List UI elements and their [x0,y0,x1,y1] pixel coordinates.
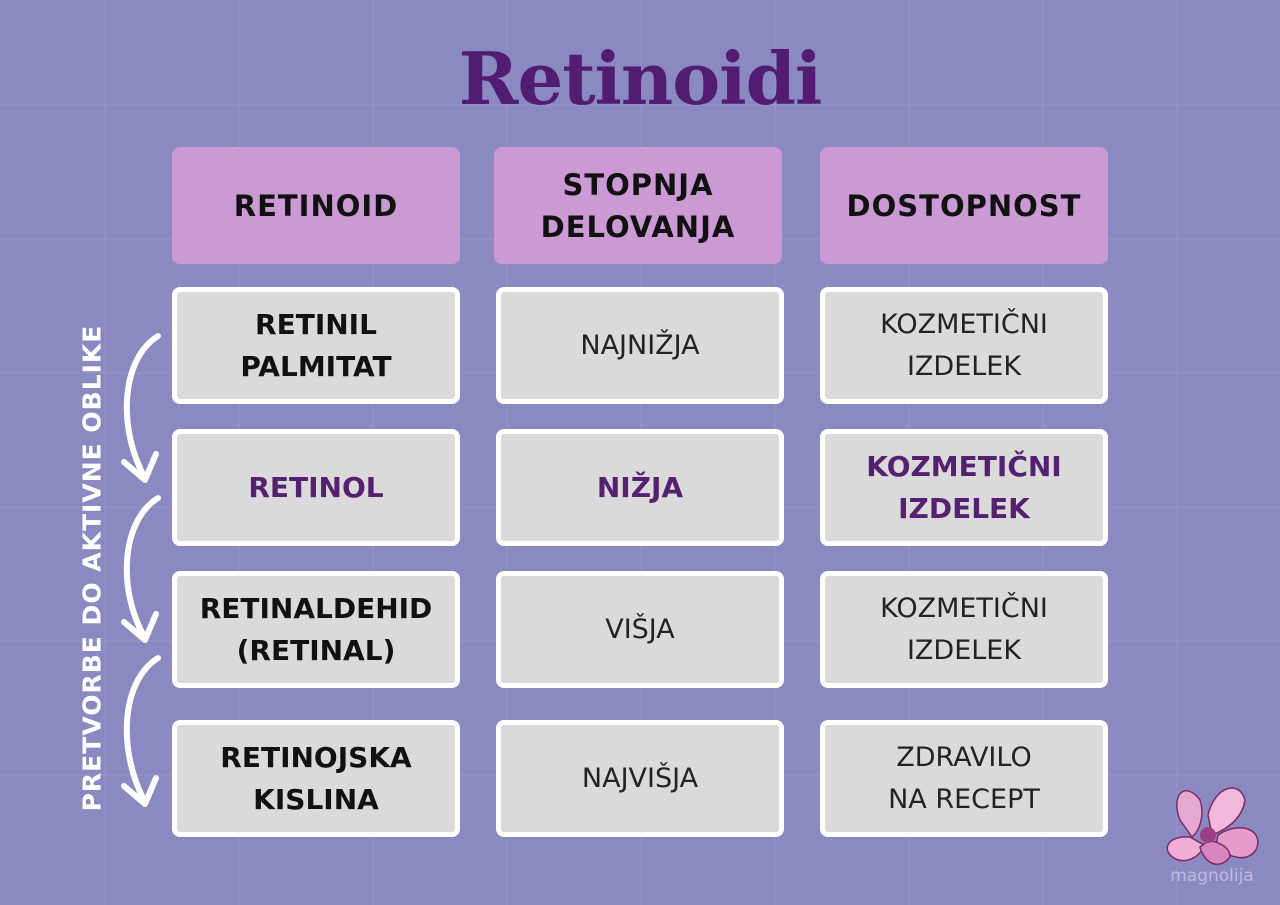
stopnja-value: NAJVIŠJA [581,762,699,794]
table-row-2-dostopnost [820,429,1108,546]
header-stopnja-label: STOPNJA DELOVANJA [540,167,736,244]
table-row-1-stopnja [496,287,784,404]
table-row-4-retinoid [172,720,460,837]
dostopnost-value: ZDRAVILO NA RECEPT [888,741,1040,815]
header-dostopnost [820,147,1108,264]
retinoid-name: RETINOJSKA KISLINA [220,740,412,816]
retinoid-name: RETINALDEHID (RETINAL) [199,591,433,667]
table-row-3-retinoid [172,571,460,688]
dostopnost-value: KOZMETIČNI IZDELEK [880,308,1048,382]
table-row-3-dostopnost [820,571,1108,688]
table-row-2-retinoid [172,429,460,546]
table-row-2-stopnja [496,429,784,546]
stopnja-value: VIŠJA [605,613,675,645]
stopnja-value: NIŽJA [596,470,684,504]
stopnja-value: NAJNIŽJA [580,329,700,361]
table-row-4-dostopnost [820,720,1108,837]
dostopnost-value: KOZMETIČNI IZDELEK [880,592,1048,666]
logo-text: magnolija [1170,866,1254,886]
table-row-1-dostopnost [820,287,1108,404]
conversion-arrows [100,320,180,820]
header-retinoid [172,147,460,264]
conversion-side-label: PRETVORBE DO AKTIVNE OBLIKE [77,324,107,812]
header-stopnja [494,147,782,264]
page-title: Retinoidi [458,36,822,121]
table-row-3-stopnja [496,571,784,688]
retinoid-name: RETINIL PALMITAT [240,307,392,383]
header-retinoid-label: RETINOID [233,188,399,223]
dostopnost-value: KOZMETIČNI IZDELEK [866,449,1062,525]
table-row-1-retinoid [172,287,460,404]
table-row-4-stopnja [496,720,784,837]
header-dostopnost-label: DOSTOPNOST [846,188,1082,223]
retinoid-name: RETINOL [248,470,384,504]
